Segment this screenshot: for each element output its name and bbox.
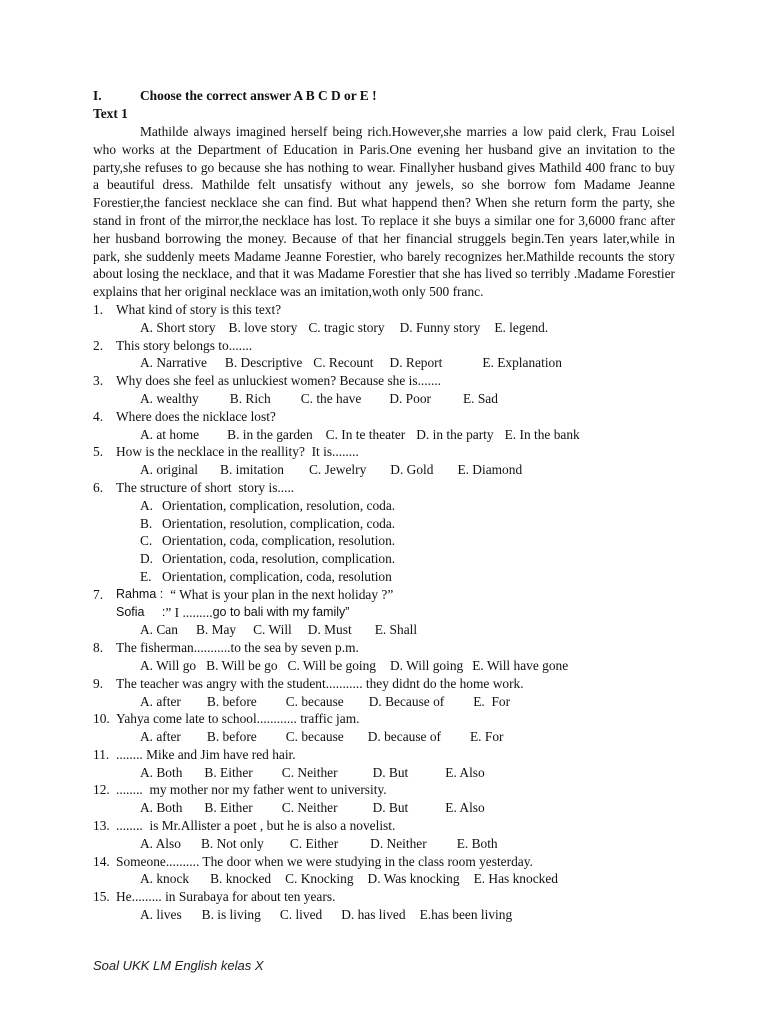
page-footer: Soal UKK LM English kelas X	[93, 958, 264, 973]
answer-options	[93, 390, 675, 408]
question-number: 1.	[93, 301, 104, 317]
answer-options	[93, 870, 675, 888]
section-instruction: Choose the correct answer A B C D or E !	[140, 88, 377, 103]
question-text: Why does she feel as unluckiest women? Because she is.......	[116, 373, 442, 389]
answer-option[interactable]: B. love story	[228, 319, 298, 335]
option-text: Orientation, coda, complication, resolution.	[162, 533, 396, 549]
answer-option[interactable]: E. Diamond	[457, 462, 523, 478]
question-number: 15.	[93, 889, 110, 905]
answer-option[interactable]: A. Can	[140, 622, 178, 638]
answer-option[interactable]: D. Gold	[390, 462, 434, 478]
question	[93, 639, 675, 657]
answer-option[interactable]: A. lives	[140, 907, 182, 923]
answer-option[interactable]: B. Descriptive	[224, 355, 303, 371]
question-text: ........ my mother nor my father went to university.	[116, 782, 387, 798]
text-title: Text 1	[93, 106, 128, 121]
answer-option[interactable]	[140, 532, 675, 550]
answer-option[interactable]: A. wealthy	[140, 390, 199, 406]
answer-options	[93, 728, 675, 746]
dialog-line	[93, 604, 675, 622]
question	[93, 675, 675, 693]
reading-passage	[93, 123, 675, 301]
question	[93, 301, 675, 319]
answer-option[interactable]: E. For	[470, 729, 504, 745]
answer-option[interactable]: C. Will	[253, 622, 292, 638]
question	[93, 853, 675, 871]
answer-options	[93, 461, 675, 479]
answer-options	[93, 906, 675, 924]
answer-option[interactable]: C. the have	[300, 390, 362, 406]
question-text: This story belongs to.......	[116, 337, 253, 353]
question-text: Yahya come late to school............ traffic jam.	[116, 711, 360, 727]
answer-option[interactable]: C. Neither	[281, 764, 338, 780]
answer-options-list	[93, 497, 675, 586]
passage-text: Mathilde always imagined herself being rich.However,she marries a low paid clerk, Frau Loisel who works at the Department of Education in Paris.One evening her husband give an invitation to the party,she refuses to go because she has nothing to wear. Finallyher husband gives Mathild 400 franc to buy a beautiful dress. Mathilde felt unsatisfy without any jewels, so she borrow fom Madame Jeanne Forestier,the fanciest necklace she can find. But what happend then? When she return form the party, she stand in front of the mirror,the necklace has lost. To replace it she buys a similar one for 3,6000 franc after her husband borrowing the money. Because of that her financial struggels begin.Ten years later,while in park, she suddenly meets Madame Jeanne Forestier, who barely recognizes her.Mathilde recounts the story about losing the necklace, and that it was Madame Forestier that she has lived so terribly .Madame Forestier explains that her original necklace was an imitation,woth only 500 franc.	[93, 124, 675, 300]
question	[93, 372, 675, 390]
section-number: I.	[93, 88, 102, 103]
question-text: Someone.......... The door when we were studying in the class room yesterday.	[116, 853, 533, 869]
question	[93, 443, 675, 461]
section-heading	[93, 87, 675, 105]
option-text: Orientation, complication, coda, resolution	[162, 568, 392, 584]
question-number: 12.	[93, 782, 110, 798]
answer-option[interactable]: B. in the garden	[227, 426, 313, 442]
question	[93, 337, 675, 355]
answer-option[interactable]: A. at home	[140, 426, 200, 442]
answer-option[interactable]: A. Narrative	[140, 355, 207, 371]
answer-option[interactable]: A. knock	[140, 871, 190, 887]
answer-option[interactable]: D. Because of	[368, 693, 445, 709]
answer-option[interactable]: D. because of	[367, 729, 441, 745]
answer-options	[93, 426, 675, 444]
answer-option[interactable]: D. Must	[307, 622, 352, 638]
question-number: 14.	[93, 853, 110, 869]
option-letter: B.	[140, 515, 153, 531]
question-text: What kind of story is this text?	[116, 301, 282, 317]
answer-option[interactable]: E. Also	[445, 800, 485, 816]
answer-option[interactable]: A. original	[140, 462, 199, 478]
answer-option[interactable]	[140, 497, 675, 515]
answer-option[interactable]: D. Will going	[390, 657, 464, 673]
question-text: ........ is Mr.Allister a poet , but he is also a novelist.	[116, 818, 396, 834]
answer-option[interactable]	[140, 550, 675, 568]
answer-options	[93, 621, 675, 639]
option-letter: C.	[140, 533, 153, 549]
dialog-text: ” I .........	[165, 604, 213, 620]
answer-option[interactable]: E. For	[473, 693, 511, 709]
answer-option[interactable]: C. tragic story	[308, 319, 385, 335]
option-letter: A.	[140, 497, 154, 513]
answer-options	[93, 764, 675, 782]
answer-option[interactable]: B. Either	[204, 800, 253, 816]
answer-option[interactable]: B. Not only	[200, 835, 264, 851]
answer-option[interactable]: D. Funny story	[399, 319, 481, 335]
question-number: 11.	[93, 746, 110, 762]
answer-option[interactable]: B. imitation	[220, 462, 284, 478]
answer-option[interactable]: A. Both	[140, 800, 183, 816]
answer-option[interactable]: B. before	[206, 693, 257, 709]
option-text: Orientation, coda, resolution, complication.	[162, 551, 396, 567]
answer-option[interactable]: B. before	[206, 729, 257, 745]
answer-option[interactable]: C. Neither	[281, 800, 338, 816]
answer-options	[93, 319, 675, 337]
dialog-text: “ What is your plan in the next holiday ?”	[166, 586, 394, 602]
answer-option[interactable]: B. May	[195, 622, 237, 638]
question-text: He......... in Surabaya for about ten years.	[116, 889, 336, 905]
answer-option[interactable]: C. Recount	[313, 355, 374, 371]
answer-option[interactable]: E.has been living	[419, 907, 513, 923]
option-text: Orientation, resolution, complication, coda.	[162, 515, 396, 531]
answer-option[interactable]: C. lived	[279, 907, 323, 923]
option-letter: E.	[140, 568, 152, 584]
answer-option[interactable]: E. Will have gone	[472, 657, 569, 673]
answer-option[interactable]: C. Will be going	[287, 657, 376, 673]
answer-option[interactable]: A. Both	[140, 764, 183, 780]
answer-option[interactable]: C. Knocking	[285, 871, 354, 887]
question	[93, 710, 675, 728]
question	[93, 781, 675, 799]
option-text: Orientation, complication, resolution, coda.	[162, 497, 396, 513]
answer-option[interactable]: C. Jewelry	[309, 462, 367, 478]
answer-option[interactable]: E. Also	[445, 764, 485, 780]
question-number: 5.	[93, 444, 104, 460]
answer-options	[93, 835, 675, 853]
answer-option[interactable]: C. because	[285, 693, 344, 709]
answer-option[interactable]: D. Poor	[389, 390, 431, 406]
question-text: Where does the nicklace lost?	[116, 408, 276, 424]
answer-option[interactable]: E. Sad	[462, 390, 498, 406]
question-number: 13.	[93, 818, 110, 834]
answer-option[interactable]: E. Has knocked	[473, 871, 558, 887]
answer-option[interactable]: E. Explanation	[482, 355, 562, 371]
dialog-speaker: Sofia :	[116, 604, 166, 619]
question-number: 9.	[93, 675, 104, 691]
answer-option[interactable]	[140, 515, 675, 533]
answer-option[interactable]: C. because	[285, 729, 344, 745]
question	[93, 408, 675, 426]
question	[93, 817, 675, 835]
answer-option[interactable]: B. Either	[204, 764, 253, 780]
question-text: The fisherman...........to the sea by seven p.m.	[116, 640, 359, 656]
answer-options	[93, 354, 675, 372]
question-number: 4.	[93, 408, 104, 424]
question-number: 10.	[93, 711, 110, 727]
answer-option[interactable]: A. after	[140, 729, 181, 745]
question-number: 2.	[93, 337, 104, 353]
question-text: ........ Mike and Jim have red hair.	[116, 746, 296, 762]
question-text: The structure of short story is.....	[116, 479, 295, 495]
question	[93, 479, 675, 497]
answer-option[interactable]: A. after	[140, 693, 181, 709]
answer-options	[93, 799, 675, 817]
question-number: 7.	[93, 586, 104, 602]
question-text: How is the necklace in the reallity? It is........	[116, 444, 359, 460]
answer-option[interactable]: E. Shall	[374, 622, 418, 638]
answer-option[interactable]: B. is living	[201, 907, 261, 923]
answer-option[interactable]: E. Both	[456, 835, 498, 851]
answer-option[interactable]: C. Either	[289, 835, 339, 851]
answer-option[interactable]: D. in the party	[416, 426, 494, 442]
option-letter: D.	[140, 551, 154, 567]
answer-option[interactable]: B. Rich	[229, 390, 271, 406]
answer-option[interactable]: B. knocked	[210, 871, 272, 887]
question-list	[93, 301, 675, 924]
question-number: 3.	[93, 373, 104, 389]
answer-option[interactable]: A. Also	[140, 835, 181, 851]
question	[93, 888, 675, 906]
answer-options	[93, 657, 675, 675]
document-page	[93, 87, 675, 924]
answer-option[interactable]: D. But	[372, 800, 409, 816]
answer-option[interactable]: A. Will go	[140, 657, 197, 673]
answer-option[interactable]: D. But	[372, 764, 409, 780]
answer-option[interactable]: D. Was knocking	[367, 871, 460, 887]
answer-options	[93, 693, 675, 711]
dialog-speaker: Rahma :	[116, 586, 167, 601]
answer-option[interactable]: A. Short story	[140, 319, 216, 335]
answer-option[interactable]: D. Report	[389, 355, 443, 371]
answer-option[interactable]: D. has lived	[341, 907, 406, 923]
answer-option[interactable]: C. In te theater	[325, 426, 406, 442]
question	[93, 746, 675, 764]
dialog-text-sans: go to bali with my family”	[212, 604, 350, 619]
question-text: The teacher was angry with the student........... they didnt do the home work.	[116, 675, 524, 691]
question-number: 8.	[93, 640, 104, 656]
answer-option[interactable]	[140, 568, 675, 586]
answer-option[interactable]: D. Neither	[370, 835, 427, 851]
answer-option[interactable]: E. In the bank	[504, 426, 580, 442]
dialog-line	[93, 586, 675, 604]
answer-option[interactable]: E. legend.	[494, 319, 549, 335]
answer-option[interactable]: B. Will be go	[206, 657, 278, 673]
question-number: 6.	[93, 479, 104, 495]
